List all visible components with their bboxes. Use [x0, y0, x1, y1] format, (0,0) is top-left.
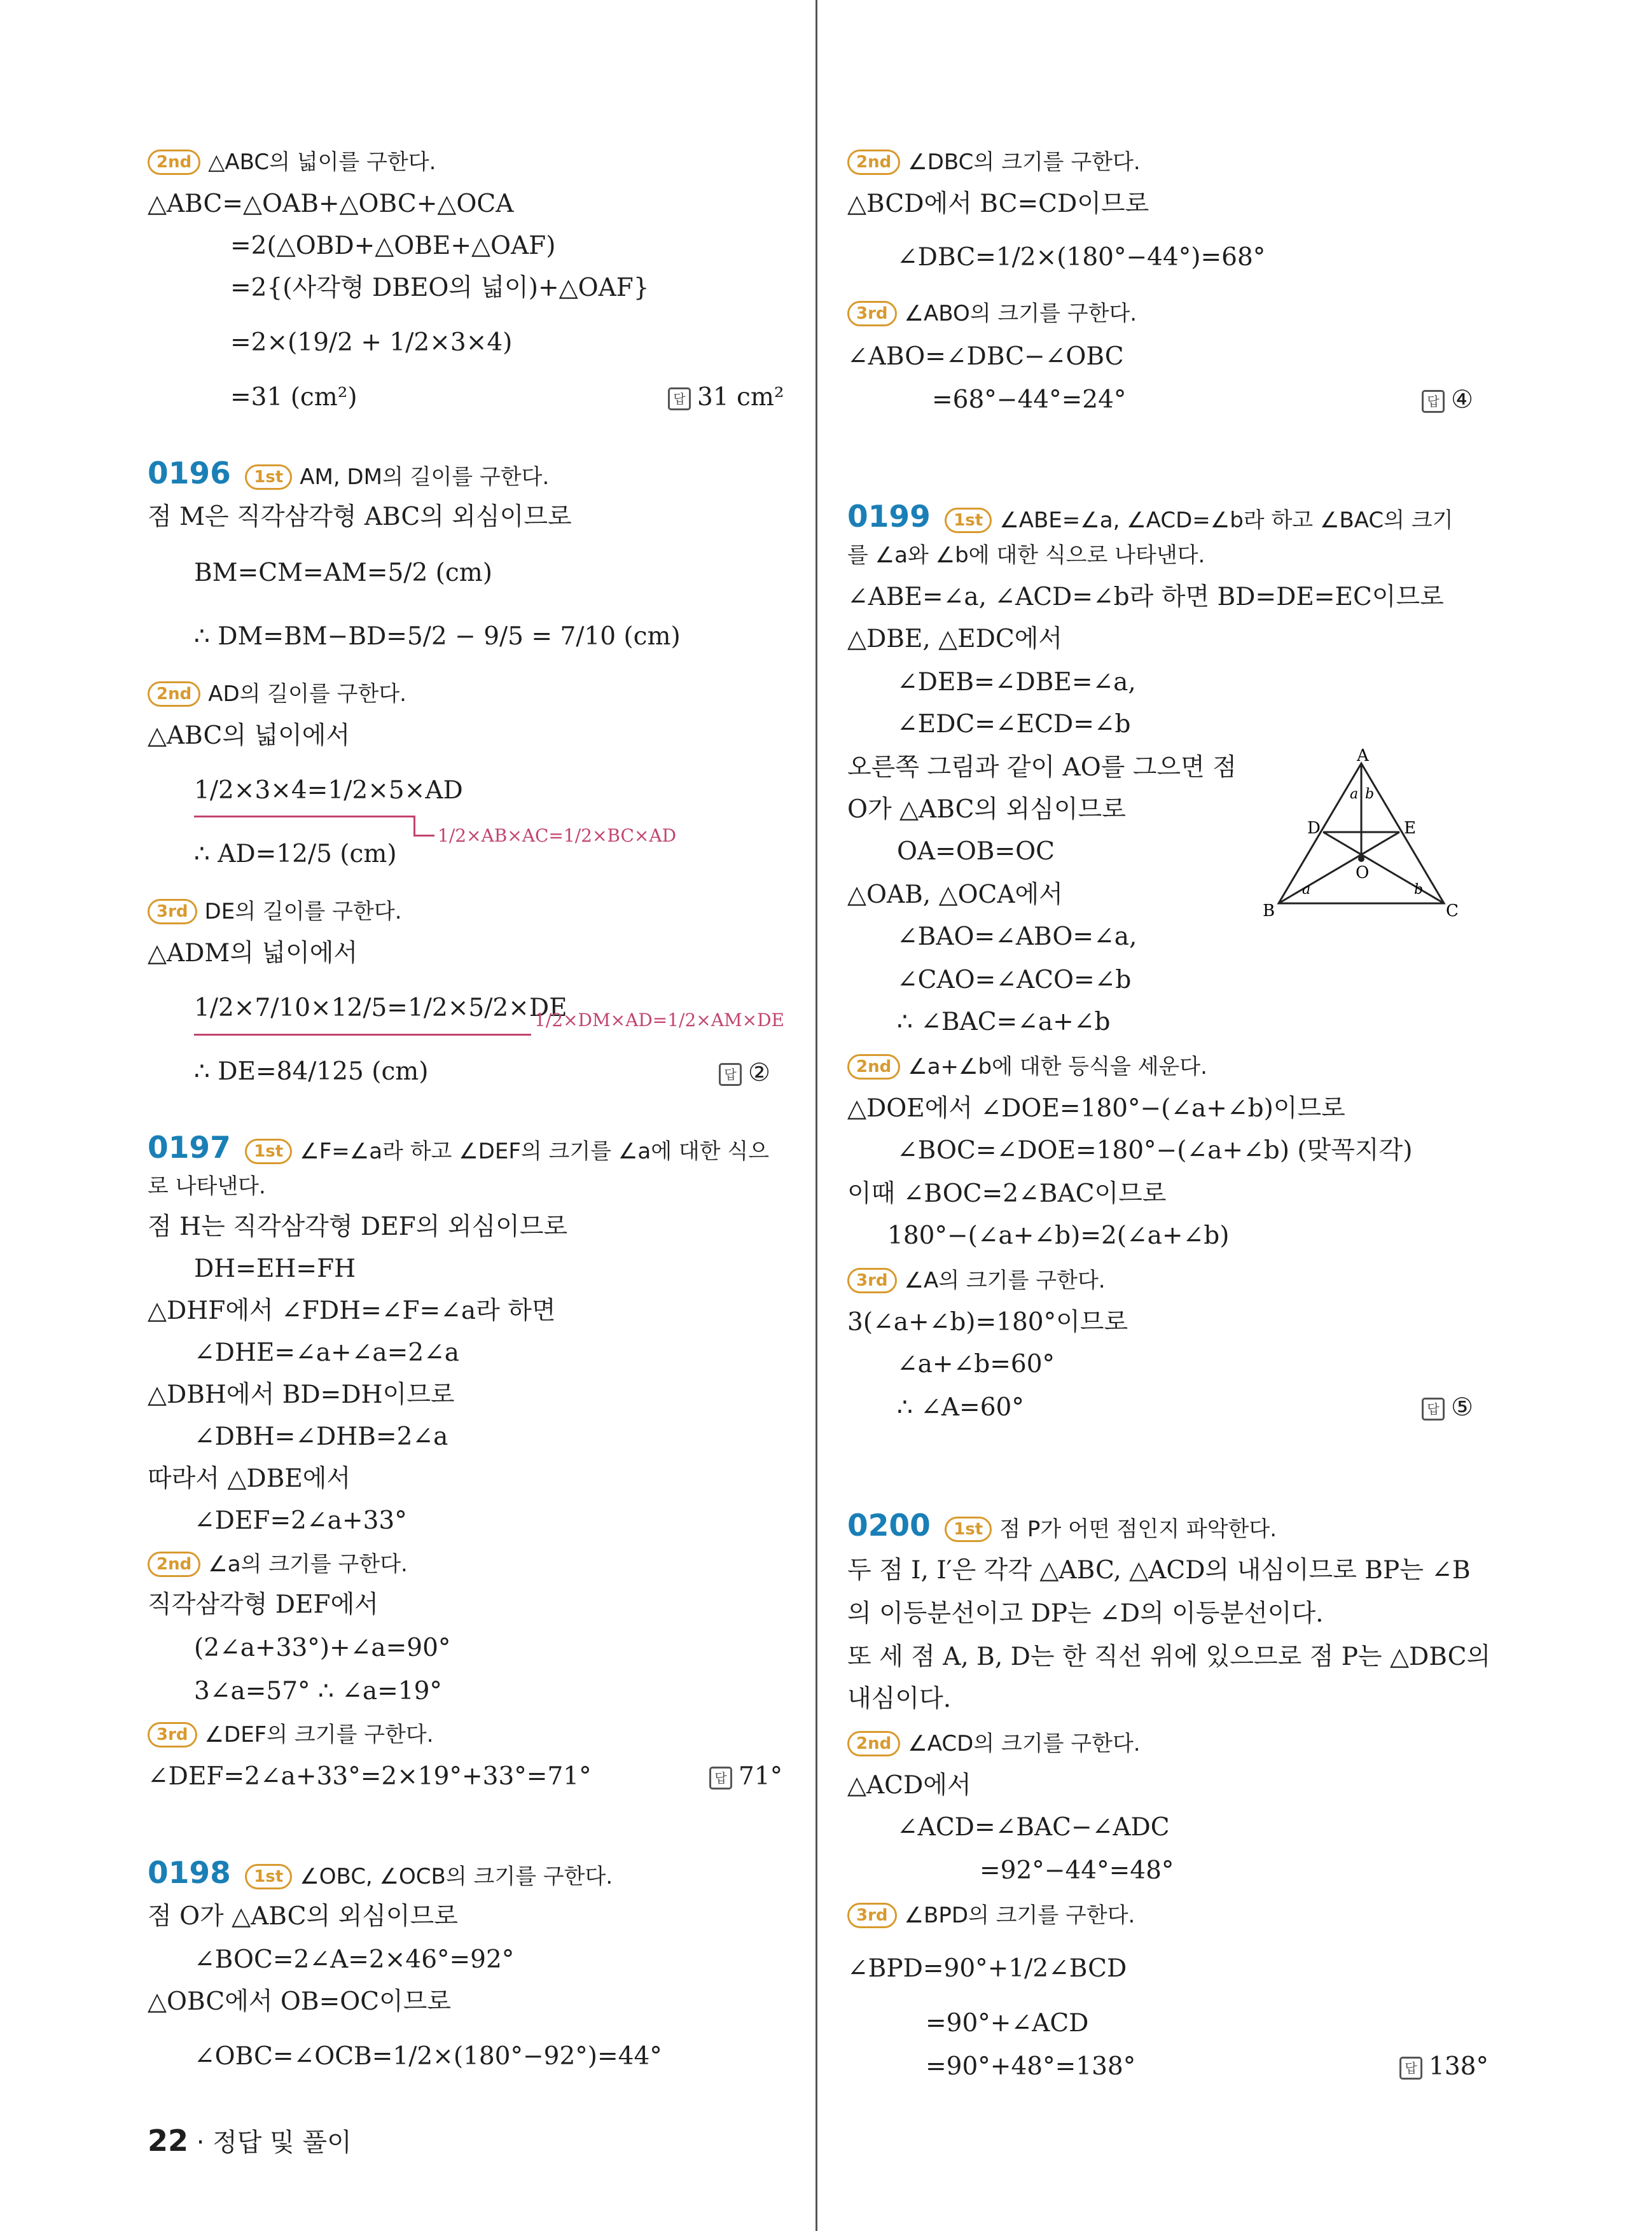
step-3rd: 3rd ∠DEF의 크기를 구한다. [148, 1718, 434, 1751]
step-2nd: 2nd ∠DBC의 크기를 구한다. [847, 145, 1141, 178]
answer-icon: 답 [668, 387, 691, 410]
label-b: B [1263, 901, 1275, 921]
problem-header: 0199 1st ∠ABE=∠a, ∠ACD=∠b라 하고 ∠BAC의 크기 [847, 499, 1454, 534]
solution-line: 3∠a=57° ∴ ∠a=19° [194, 1677, 442, 1706]
solution-line: =2{(사각형 DBEO의 넓이)+△OAF} [230, 274, 649, 302]
answer: 답 138° [1399, 2051, 1489, 2083]
solution-line: (2∠a+33°)+∠a=90° [194, 1634, 451, 1662]
step-3rd: 3rd ∠A의 크기를 구한다. [847, 1263, 1106, 1296]
answer: 답 ② [719, 1057, 770, 1089]
solution-line: △OBC에서 OB=OC이므로 [148, 1987, 452, 2016]
label-o: O [1356, 863, 1370, 882]
label-e: E [1404, 819, 1416, 838]
annotation-note: 1/2×AB×AC=1/2×BC×AD [438, 825, 677, 846]
solution-line: ∠DEB=∠DBE=∠a, [897, 668, 1136, 697]
solution-line: BM=CM=AM=5/2 (cm) [194, 559, 492, 587]
solution-line: ∠ABE=∠a, ∠ACD=∠b라 하면 BD=DE=EC이므로 [847, 583, 1444, 611]
step-3rd: 3rd DE의 길이를 구한다. [148, 894, 402, 928]
solution-line: 이때 ∠BOC=2∠BAC이므로 [847, 1179, 1167, 1208]
solution-line: 오른쪽 그림과 같이 AO를 그으면 점 [847, 753, 1237, 782]
solution-line: =68°−44°=24° [932, 386, 1127, 414]
solution-line: △DBH에서 BD=DH이므로 [148, 1380, 455, 1409]
label-angle-a: a [1350, 786, 1359, 802]
solution-line: △ABC의 넓이에서 [148, 721, 351, 750]
note-underline [194, 1034, 493, 1036]
answer-icon: 답 [709, 1767, 732, 1790]
solution-line: △ACD에서 [847, 1771, 971, 1800]
solution-line: ∴ DM=BM−BD=5/2 − 9/5 = 7/10 (cm) [194, 622, 681, 651]
solution-line: 또 세 점 A, B, D는 한 직선 위에 있으므로 점 P는 △DBC의 [847, 1643, 1491, 1671]
step-3rd: 3rd ∠ABO의 크기를 구한다. [847, 296, 1137, 330]
solution-line: ∠DEF=2∠a+33° [194, 1506, 407, 1535]
solution-line: ∠BOC=∠DOE=180°−(∠a+∠b) (맞꼭지각) [897, 1136, 1413, 1165]
solution-line: 직각삼각형 DEF에서 [148, 1590, 378, 1619]
solution-line: DH=EH=FH [194, 1255, 356, 1283]
solution-line: 1/2×3×4=1/2×5×AD [194, 776, 463, 805]
problem-header: 0197 1st ∠F=∠a라 하고 ∠DEF의 크기를 ∠a에 대한 식으 [148, 1130, 770, 1165]
step-3rd: 3rd ∠BPD의 크기를 구한다. [847, 1898, 1135, 1931]
note-underline [194, 816, 413, 817]
solution-line: 3(∠a+∠b)=180°이므로 [847, 1308, 1128, 1337]
solution-line: ∠DEF=2∠a+33°=2×19°+33°=71° [148, 1762, 592, 1791]
solution-line: 내심이다. [847, 1685, 952, 1713]
solution-line: △DHF에서 ∠FDH=∠F=∠a라 하면 [148, 1296, 556, 1325]
answer: 답 31 cm² [668, 382, 784, 414]
solution-line: ∴ ∠A=60° [897, 1393, 1024, 1422]
step-2nd: 2nd △ABC의 넓이를 구한다. [148, 145, 436, 178]
solution-line: O가 △ABC의 외심이므로 [847, 795, 1126, 824]
page-number: 22 [148, 2123, 189, 2158]
answer: 답 ⑤ [1422, 1392, 1473, 1424]
solution-line: ∠CAO=∠ACO=∠b [897, 966, 1132, 994]
step-2nd: 2nd ∠a+∠b에 대한 등식을 세운다. [847, 1050, 1207, 1083]
note-bracket [413, 816, 434, 837]
solution-line: 1/2×7/10×12/5=1/2×5/2×DE [194, 994, 567, 1022]
solution-line: ∴ DE=84/125 (cm) [194, 1057, 429, 1086]
solution-line: 따라서 △DBE에서 [148, 1464, 351, 1493]
step-text: 로 나타낸다. [148, 1174, 266, 1199]
solution-line: 의 이등분선이고 DP는 ∠D의 이등분선이다. [847, 1599, 1324, 1628]
problem-header: 0200 1st 점 P가 어떤 점인지 파악한다. [847, 1508, 1277, 1543]
answer-icon: 답 [1422, 390, 1445, 413]
footer-title: · 정답 및 풀이 [196, 2128, 352, 2157]
column-divider [816, 0, 817, 2231]
solution-line: 점 H는 직각삼각형 DEF의 외심이므로 [148, 1213, 568, 1241]
solution-line: ∴ AD=12/5 (cm) [194, 840, 397, 868]
problem-header: 0196 1st AM, DM의 길이를 구한다. [148, 456, 550, 491]
solution-line: =90°+∠ACD [926, 2009, 1089, 2038]
solution-line: △BCD에서 BC=CD이므로 [847, 190, 1149, 218]
solution-line: ∠OBC=∠OCB=1/2×(180°−92°)=44° [194, 2042, 662, 2071]
solution-line: 두 점 I, I′은 각각 △ABC, △ACD의 내심이므로 BP는 ∠B [847, 1556, 1471, 1585]
solution-line: △ABC=△OAB+△OBC+△OCA [148, 190, 514, 218]
step-2nd: 2nd ∠ACD의 크기를 구한다. [847, 1727, 1141, 1760]
problem-header: 0198 1st ∠OBC, ∠OCB의 크기를 구한다. [148, 1856, 613, 1891]
step-text: 를 ∠a와 ∠b에 대한 식으로 나타낸다. [847, 543, 1205, 568]
answer-icon: 답 [1399, 2057, 1422, 2080]
label-a: A [1357, 746, 1369, 765]
solution-line: ∠a+∠b=60° [897, 1350, 1055, 1379]
solution-line: △DBE, △EDC에서 [847, 625, 1063, 653]
step-2nd: 2nd ∠a의 크기를 구한다. [148, 1547, 408, 1580]
solution-line: ∠ACD=∠BAC−∠ADC [897, 1813, 1170, 1842]
label-d: D [1307, 819, 1321, 838]
solution-line: ∠EDC=∠ECD=∠b [897, 710, 1131, 739]
solution-line: ∴ ∠BAC=∠a+∠b [897, 1008, 1111, 1036]
annotation-note: 1/2×DM×AD=1/2×AM×DE [534, 1010, 784, 1031]
solution-line: =90°+48°=138° [926, 2052, 1136, 2081]
point-o [1358, 856, 1364, 862]
solution-line: ∠BOC=2∠A=2×46°=92° [194, 1945, 515, 1974]
solution-line: ∠DHE=∠a+∠a=2∠a [194, 1338, 460, 1367]
step-2nd: 2nd AD의 길이를 구한다. [148, 677, 406, 710]
note-bracket [493, 1017, 531, 1036]
solution-line: ∠DBH=∠DHB=2∠a [194, 1422, 448, 1451]
label-c: C [1446, 901, 1459, 921]
triangle-figure [1263, 746, 1459, 942]
answer-icon: 답 [719, 1063, 742, 1086]
solution-line: OA=OB=OC [897, 837, 1055, 866]
solution-line: =92°−44°=48° [980, 1856, 1174, 1885]
solution-line: 점 O가 △ABC의 외심이므로 [148, 1902, 458, 1931]
solution-line: ∠DBC=1/2×(180°−44°)=68° [897, 243, 1266, 272]
solution-line: =2(△OBD+△OBE+△OAF) [230, 232, 556, 260]
solution-line: ∠BPD=90°+1/2∠BCD [847, 1954, 1127, 1983]
answer-icon: 답 [1422, 1398, 1445, 1421]
solution-line: △ADM의 넓이에서 [148, 939, 358, 968]
answer: 답 ④ [1422, 384, 1473, 416]
solution-line: △DOE에서 ∠DOE=180°−(∠a+∠b)이므로 [847, 1094, 1345, 1123]
solution-line: 점 M은 직각삼각형 ABC의 외심이므로 [148, 503, 572, 531]
segment-cd [1323, 832, 1444, 903]
answer: 답 71° [709, 1761, 782, 1793]
solution-line: =31 (cm²) [230, 383, 357, 412]
label-angle-b: b [1365, 786, 1375, 802]
solution-line: =2×(19/2 + 1/2×3×4) [230, 328, 513, 357]
page-footer [148, 2125, 352, 2158]
solution-line: ∠ABO=∠DBC−∠OBC [847, 342, 1124, 371]
solution-line: △OAB, △OCA에서 [847, 880, 1063, 909]
label-angle-b-c: b [1414, 882, 1424, 898]
segment-be [1279, 832, 1399, 903]
solution-line: ∠BAO=∠ABO=∠a, [897, 922, 1137, 951]
label-angle-a-b: a [1302, 882, 1311, 898]
solution-line: 180°−(∠a+∠b)=2(∠a+∠b) [887, 1221, 1230, 1250]
